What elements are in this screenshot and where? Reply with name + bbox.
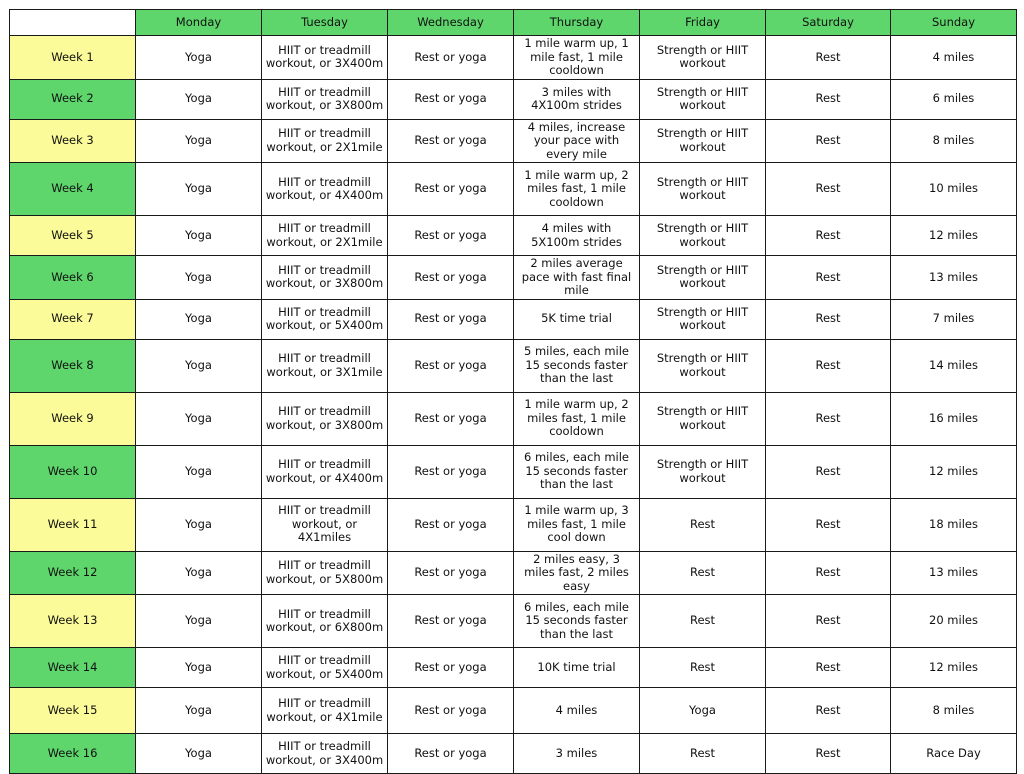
cell-thursday: 5 miles, each mile 15 seconds faster than the last — [514, 339, 640, 392]
header-saturday: Saturday — [766, 10, 891, 36]
cell-sunday: 20 miles — [891, 595, 1017, 648]
cell-wednesday: Rest or yoga — [388, 688, 514, 734]
cell-friday: Yoga — [640, 688, 766, 734]
cell-friday: Strength or HIIT workout — [640, 445, 766, 498]
week-label: Week 1 — [10, 36, 136, 80]
cell-friday: Strength or HIIT workout — [640, 119, 766, 163]
cell-friday: Strength or HIIT workout — [640, 216, 766, 256]
week-row — [10, 216, 1017, 256]
week-row — [10, 648, 1017, 688]
week-row — [10, 79, 1017, 119]
cell-monday: Yoga — [136, 688, 262, 734]
cell-saturday: Rest — [766, 216, 891, 256]
cell-monday: Yoga — [136, 648, 262, 688]
cell-saturday: Rest — [766, 445, 891, 498]
week-row — [10, 163, 1017, 216]
cell-monday: Yoga — [136, 734, 262, 774]
cell-sunday: 10 miles — [891, 163, 1017, 216]
cell-monday: Yoga — [136, 79, 262, 119]
week-row — [10, 36, 1017, 80]
cell-thursday: 5K time trial — [514, 299, 640, 339]
cell-thursday: 6 miles, each mile 15 seconds faster than the last — [514, 445, 640, 498]
header-row — [10, 10, 1017, 36]
cell-saturday: Rest — [766, 734, 891, 774]
cell-wednesday: Rest or yoga — [388, 551, 514, 595]
cell-friday: Strength or HIIT workout — [640, 299, 766, 339]
week-label: Week 6 — [10, 256, 136, 300]
week-row — [10, 339, 1017, 392]
cell-wednesday: Rest or yoga — [388, 734, 514, 774]
cell-thursday: 10K time trial — [514, 648, 640, 688]
cell-monday: Yoga — [136, 392, 262, 445]
cell-friday: Rest — [640, 498, 766, 551]
week-row — [10, 299, 1017, 339]
header-sunday: Sunday — [891, 10, 1017, 36]
cell-friday: Rest — [640, 595, 766, 648]
cell-wednesday: Rest or yoga — [388, 79, 514, 119]
cell-monday: Yoga — [136, 299, 262, 339]
cell-tuesday: HIIT or treadmill workout, or 3X400m — [262, 36, 388, 80]
cell-wednesday: Rest or yoga — [388, 498, 514, 551]
cell-tuesday: HIIT or treadmill workout, or 2X1mile — [262, 216, 388, 256]
cell-thursday: 3 miles — [514, 734, 640, 774]
header-tuesday: Tuesday — [262, 10, 388, 36]
cell-thursday: 1 mile warm up, 3 miles fast, 1 mile cool down — [514, 498, 640, 551]
cell-sunday: 8 miles — [891, 688, 1017, 734]
header-thursday: Thursday — [514, 10, 640, 36]
cell-sunday: 12 miles — [891, 648, 1017, 688]
cell-monday: Yoga — [136, 339, 262, 392]
cell-thursday: 1 mile warm up, 2 miles fast, 1 mile cooldown — [514, 392, 640, 445]
cell-thursday: 2 miles average pace with fast final mile — [514, 256, 640, 300]
week-label: Week 2 — [10, 79, 136, 119]
training-schedule-table — [9, 9, 1017, 774]
cell-tuesday: HIIT or treadmill workout, or 3X400m — [262, 734, 388, 774]
cell-monday: Yoga — [136, 498, 262, 551]
cell-saturday: Rest — [766, 648, 891, 688]
header-friday: Friday — [640, 10, 766, 36]
cell-wednesday: Rest or yoga — [388, 216, 514, 256]
cell-tuesday: HIIT or treadmill workout, or 4X1miles — [262, 498, 388, 551]
cell-tuesday: HIIT or treadmill workout, or 3X800m — [262, 392, 388, 445]
cell-thursday: 2 miles easy, 3 miles fast, 2 miles easy — [514, 551, 640, 595]
cell-saturday: Rest — [766, 79, 891, 119]
week-label: Week 11 — [10, 498, 136, 551]
cell-tuesday: HIIT or treadmill workout, or 4X400m — [262, 445, 388, 498]
cell-friday: Rest — [640, 734, 766, 774]
week-label: Week 16 — [10, 734, 136, 774]
cell-tuesday: HIIT or treadmill workout, or 4X1mile — [262, 688, 388, 734]
cell-wednesday: Rest or yoga — [388, 648, 514, 688]
cell-thursday: 4 miles with 5X100m strides — [514, 216, 640, 256]
cell-saturday: Rest — [766, 119, 891, 163]
cell-sunday: 18 miles — [891, 498, 1017, 551]
cell-monday: Yoga — [136, 445, 262, 498]
cell-saturday: Rest — [766, 36, 891, 80]
cell-wednesday: Rest or yoga — [388, 339, 514, 392]
week-row — [10, 256, 1017, 300]
cell-sunday: 13 miles — [891, 256, 1017, 300]
cell-tuesday: HIIT or treadmill workout, or 4X400m — [262, 163, 388, 216]
week-label: Week 12 — [10, 551, 136, 595]
cell-wednesday: Rest or yoga — [388, 163, 514, 216]
cell-thursday: 1 mile warm up, 2 miles fast, 1 mile cooldown — [514, 163, 640, 216]
week-label: Week 7 — [10, 299, 136, 339]
cell-friday: Strength or HIIT workout — [640, 256, 766, 300]
cell-monday: Yoga — [136, 551, 262, 595]
week-label: Week 14 — [10, 648, 136, 688]
cell-friday: Strength or HIIT workout — [640, 163, 766, 216]
cell-monday: Yoga — [136, 216, 262, 256]
cell-tuesday: HIIT or treadmill workout, or 3X1mile — [262, 339, 388, 392]
week-label: Week 13 — [10, 595, 136, 648]
cell-friday: Rest — [640, 551, 766, 595]
cell-sunday: 12 miles — [891, 445, 1017, 498]
cell-tuesday: HIIT or treadmill workout, or 5X400m — [262, 299, 388, 339]
cell-sunday: 13 miles — [891, 551, 1017, 595]
corner-cell — [10, 10, 136, 36]
cell-sunday: 8 miles — [891, 119, 1017, 163]
week-row — [10, 595, 1017, 648]
cell-thursday: 4 miles — [514, 688, 640, 734]
cell-sunday: 12 miles — [891, 216, 1017, 256]
cell-monday: Yoga — [136, 36, 262, 80]
cell-tuesday: HIIT or treadmill workout, or 5X800m — [262, 551, 388, 595]
cell-sunday: 6 miles — [891, 79, 1017, 119]
cell-saturday: Rest — [766, 595, 891, 648]
cell-monday: Yoga — [136, 256, 262, 300]
cell-wednesday: Rest or yoga — [388, 595, 514, 648]
cell-friday: Rest — [640, 648, 766, 688]
week-row — [10, 392, 1017, 445]
cell-saturday: Rest — [766, 339, 891, 392]
cell-tuesday: HIIT or treadmill workout, or 6X800m — [262, 595, 388, 648]
cell-saturday: Rest — [766, 498, 891, 551]
cell-tuesday: HIIT or treadmill workout, or 3X800m — [262, 256, 388, 300]
cell-wednesday: Rest or yoga — [388, 299, 514, 339]
cell-saturday: Rest — [766, 688, 891, 734]
week-label: Week 4 — [10, 163, 136, 216]
cell-sunday: 4 miles — [891, 36, 1017, 80]
cell-wednesday: Rest or yoga — [388, 119, 514, 163]
cell-saturday: Rest — [766, 256, 891, 300]
week-row — [10, 688, 1017, 734]
week-label: Week 3 — [10, 119, 136, 163]
cell-tuesday: HIIT or treadmill workout, or 5X400m — [262, 648, 388, 688]
cell-thursday: 3 miles with 4X100m strides — [514, 79, 640, 119]
cell-sunday: 16 miles — [891, 392, 1017, 445]
cell-sunday: 7 miles — [891, 299, 1017, 339]
cell-wednesday: Rest or yoga — [388, 392, 514, 445]
week-row — [10, 498, 1017, 551]
cell-wednesday: Rest or yoga — [388, 256, 514, 300]
week-row — [10, 445, 1017, 498]
cell-thursday: 1 mile warm up, 1 mile fast, 1 mile cooldown — [514, 36, 640, 80]
week-label: Week 9 — [10, 392, 136, 445]
cell-friday: Strength or HIIT workout — [640, 36, 766, 80]
cell-saturday: Rest — [766, 551, 891, 595]
cell-saturday: Rest — [766, 163, 891, 216]
cell-tuesday: HIIT or treadmill workout, or 3X800m — [262, 79, 388, 119]
cell-friday: Strength or HIIT workout — [640, 339, 766, 392]
week-label: Week 8 — [10, 339, 136, 392]
cell-sunday: Race Day — [891, 734, 1017, 774]
week-row — [10, 119, 1017, 163]
week-label: Week 15 — [10, 688, 136, 734]
cell-monday: Yoga — [136, 163, 262, 216]
cell-monday: Yoga — [136, 119, 262, 163]
week-row — [10, 551, 1017, 595]
cell-friday: Strength or HIIT workout — [640, 79, 766, 119]
cell-sunday: 14 miles — [891, 339, 1017, 392]
cell-thursday: 4 miles, increase your pace with every mile — [514, 119, 640, 163]
cell-thursday: 6 miles, each mile 15 seconds faster than the last — [514, 595, 640, 648]
cell-wednesday: Rest or yoga — [388, 36, 514, 80]
header-monday: Monday — [136, 10, 262, 36]
cell-saturday: Rest — [766, 299, 891, 339]
cell-tuesday: HIIT or treadmill workout, or 2X1mile — [262, 119, 388, 163]
cell-wednesday: Rest or yoga — [388, 445, 514, 498]
header-wednesday: Wednesday — [388, 10, 514, 36]
cell-friday: Strength or HIIT workout — [640, 392, 766, 445]
cell-monday: Yoga — [136, 595, 262, 648]
week-label: Week 5 — [10, 216, 136, 256]
week-label: Week 10 — [10, 445, 136, 498]
schedule-body — [10, 36, 1017, 774]
cell-saturday: Rest — [766, 392, 891, 445]
